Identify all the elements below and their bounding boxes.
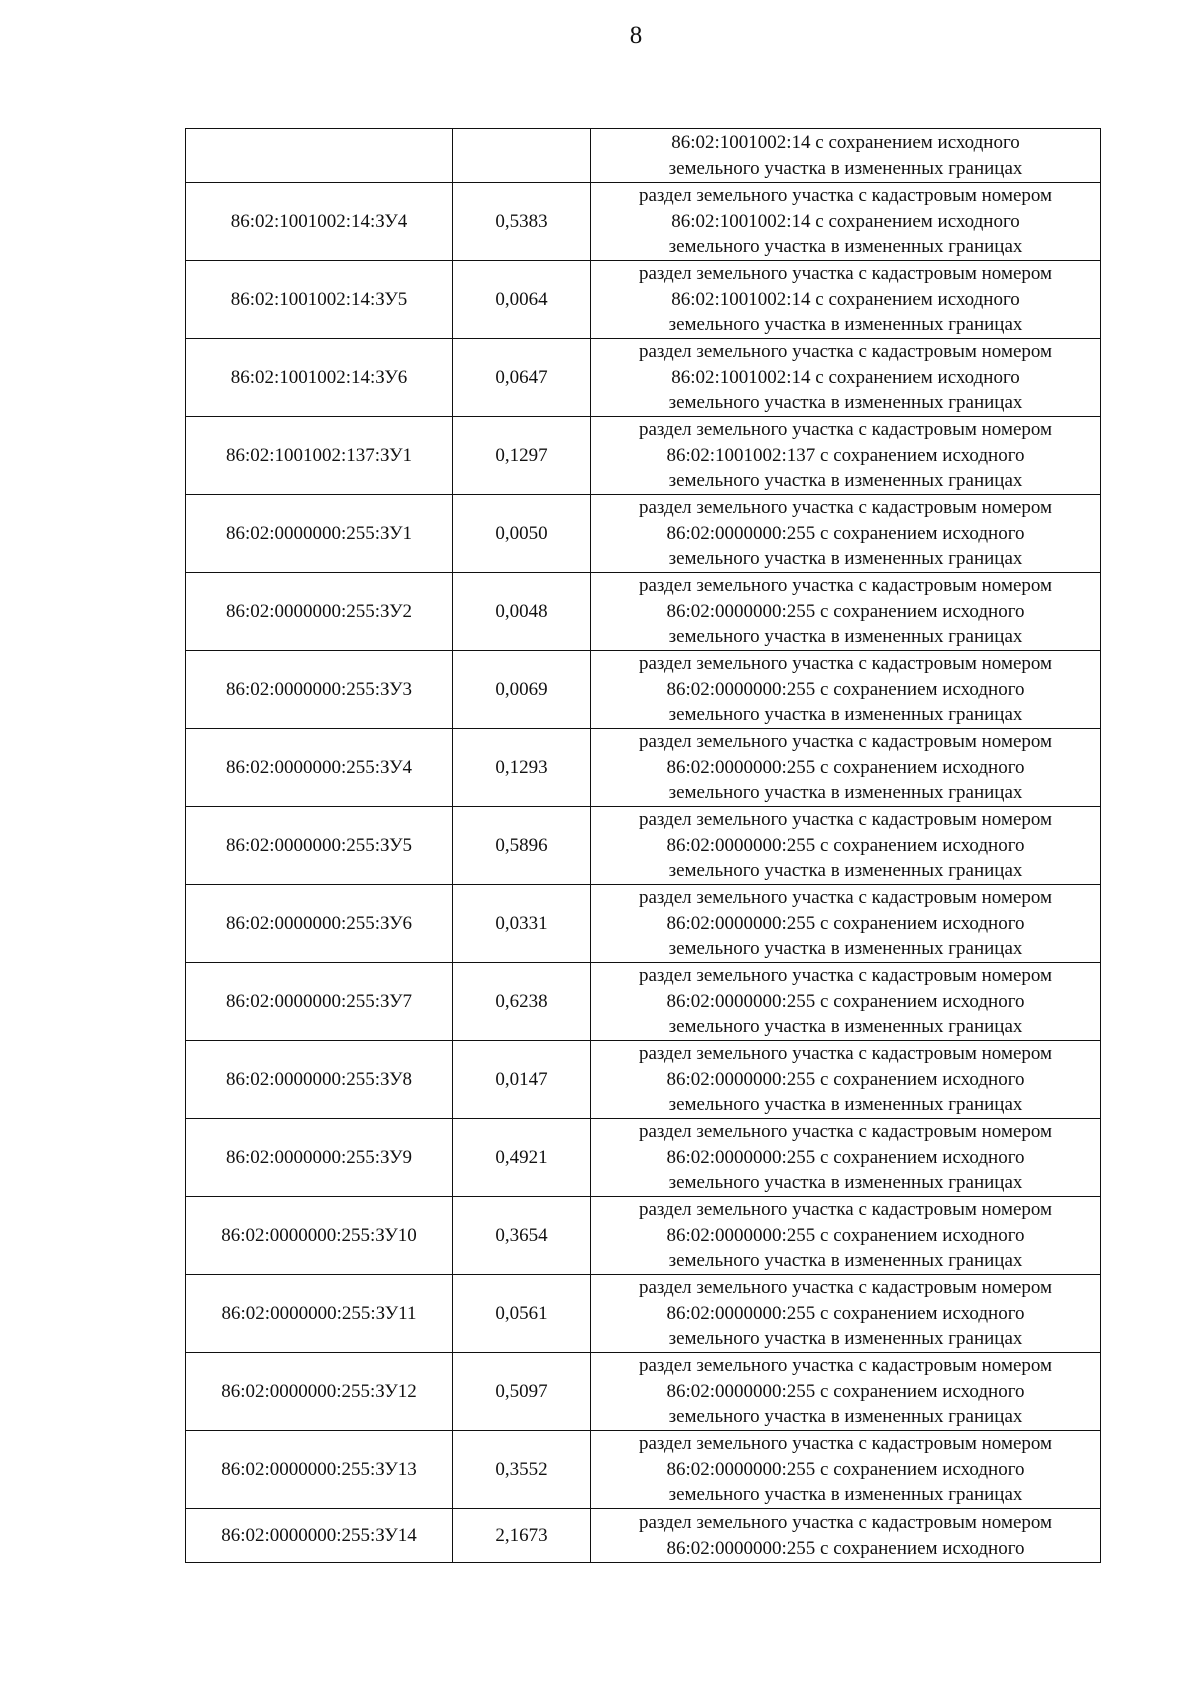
- description-line: земельного участка в измененных границах: [668, 548, 1023, 570]
- table-row: [186, 129, 1101, 183]
- parcel-description-cell: [591, 963, 1101, 1041]
- parcel-description-cell: [591, 495, 1101, 573]
- description-line: раздел земельного участка с кадастровым номером: [638, 1355, 1053, 1377]
- table-row: [186, 885, 1101, 963]
- parcel-area-cell: 0,5097: [453, 1353, 591, 1431]
- table-row: [186, 339, 1101, 417]
- table-row: [186, 495, 1101, 573]
- description-line: земельного участка в измененных границах: [668, 470, 1023, 492]
- parcel-description-cell: [591, 1197, 1101, 1275]
- description-line: раздел земельного участка с кадастровым номером: [638, 341, 1053, 363]
- parcel-description-cell: [591, 885, 1101, 963]
- parcel-number-cell: 86:02:0000000:255:ЗУ14: [186, 1509, 453, 1563]
- parcel-number-cell: 86:02:1001002:137:ЗУ1: [186, 417, 453, 495]
- parcel-area-cell: 0,6238: [453, 963, 591, 1041]
- parcel-area-cell: 2,1673: [453, 1509, 591, 1563]
- table-row: [186, 417, 1101, 495]
- parcel-area-cell: 0,1293: [453, 729, 591, 807]
- parcels-table: [185, 128, 1101, 1563]
- description-line: 86:02:1001002:14 с сохранением исходного: [671, 288, 1020, 310]
- parcel-area-cell: 0,0147: [453, 1041, 591, 1119]
- parcel-number-cell: 86:02:0000000:255:ЗУ6: [186, 885, 453, 963]
- parcel-area-cell: 0,0331: [453, 885, 591, 963]
- description-line: 86:02:0000000:255 с сохранением исходного: [666, 678, 1025, 700]
- description-line: земельного участка в измененных границах: [668, 1016, 1023, 1038]
- description-line: земельного участка в измененных границах: [668, 782, 1023, 804]
- parcel-number-cell: 86:02:0000000:255:ЗУ5: [186, 807, 453, 885]
- parcel-description-cell: [591, 1509, 1101, 1563]
- description-line: 86:02:1001002:14 с сохранением исходного: [671, 366, 1020, 388]
- description-line: земельного участка в измененных границах: [668, 938, 1023, 960]
- table-row: [186, 1197, 1101, 1275]
- description-line: 86:02:0000000:255 с сохранением исходного: [666, 912, 1025, 934]
- parcel-description-cell: [591, 417, 1101, 495]
- parcel-number-cell: 86:02:0000000:255:ЗУ2: [186, 573, 453, 651]
- description-line: 86:02:0000000:255 с сохранением исходного: [666, 1380, 1025, 1402]
- description-line: раздел земельного участка с кадастровым номером: [638, 653, 1053, 675]
- description-line: земельного участка в измененных границах: [668, 626, 1023, 648]
- description-line: земельного участка в измененных границах: [668, 860, 1023, 882]
- parcel-area-cell: 0,3654: [453, 1197, 591, 1275]
- description-line: раздел земельного участка с кадастровым номером: [638, 1043, 1053, 1065]
- description-line: 86:02:1001002:14 с сохранением исходного: [671, 132, 1020, 153]
- parcel-number-cell: 86:02:1001002:14:ЗУ5: [186, 261, 453, 339]
- description-line: земельного участка в измененных границах: [668, 236, 1023, 258]
- parcel-area-cell: 0,5383: [453, 183, 591, 261]
- parcel-number-cell: 86:02:0000000:255:ЗУ13: [186, 1431, 453, 1509]
- parcel-description-cell: [591, 1431, 1101, 1509]
- description-line: 86:02:0000000:255 с сохранением исходного: [666, 1224, 1025, 1246]
- parcel-number-cell: 86:02:0000000:255:ЗУ9: [186, 1119, 453, 1197]
- parcel-description-cell: [591, 1041, 1101, 1119]
- description-line: земельного участка в измененных границах: [668, 1172, 1023, 1194]
- parcel-number-cell: 86:02:1001002:14:ЗУ6: [186, 339, 453, 417]
- description-line: земельного участка в измененных границах: [668, 1250, 1023, 1272]
- description-line: раздел земельного участка с кадастровым номером: [638, 887, 1053, 909]
- description-line: 86:02:1001002:14 с сохранением исходного: [671, 210, 1020, 232]
- description-line: земельного участка в измененных границах: [668, 1484, 1023, 1506]
- description-line: 86:02:0000000:255 с сохранением исходного: [666, 1146, 1025, 1168]
- parcel-description-cell: [591, 1275, 1101, 1353]
- description-line: раздел земельного участка с кадастровым номером: [638, 965, 1053, 987]
- table-row: [186, 261, 1101, 339]
- parcel-number-cell: 86:02:0000000:255:ЗУ7: [186, 963, 453, 1041]
- description-line: раздел земельного участка с кадастровым номером: [638, 497, 1053, 519]
- table-row: [186, 1353, 1101, 1431]
- table-row: [186, 651, 1101, 729]
- parcel-number-cell: 86:02:0000000:255:ЗУ3: [186, 651, 453, 729]
- description-line: 86:02:0000000:255 с сохранением исходного: [666, 990, 1025, 1012]
- table-row: [186, 183, 1101, 261]
- description-line: земельного участка в измененных границах: [668, 1094, 1023, 1116]
- description-line: раздел земельного участка с кадастровым номером: [638, 575, 1053, 597]
- parcel-number-cell: [186, 129, 453, 183]
- parcel-area-cell: 0,0561: [453, 1275, 591, 1353]
- parcel-description-cell: [591, 807, 1101, 885]
- parcels-table-body: [186, 129, 1101, 1563]
- description-line: 86:02:0000000:255 с сохранением исходного: [666, 522, 1025, 544]
- description-line: земельного участка в измененных границах: [668, 1328, 1023, 1350]
- parcel-area-cell: 0,3552: [453, 1431, 591, 1509]
- table-row: [186, 807, 1101, 885]
- parcel-description-cell: [591, 261, 1101, 339]
- parcel-description-cell: [591, 129, 1101, 183]
- description-line: 86:02:0000000:255 с сохранением исходного: [666, 1068, 1025, 1090]
- table-row: [186, 1119, 1101, 1197]
- table-row: [186, 573, 1101, 651]
- parcel-description-cell: [591, 573, 1101, 651]
- parcel-area-cell: 0,0069: [453, 651, 591, 729]
- table-row: [186, 1431, 1101, 1509]
- description-line: раздел земельного участка с кадастровым номером: [638, 731, 1053, 753]
- description-line: раздел земельного участка с кадастровым номером: [638, 1277, 1053, 1299]
- parcel-area-cell: 0,0064: [453, 261, 591, 339]
- description-line: 86:02:0000000:255 с сохранением исходного: [666, 834, 1025, 856]
- description-line: 86:02:0000000:255 с сохранением исходного: [666, 1458, 1025, 1480]
- description-line: 86:02:0000000:255 с сохранением исходного: [666, 1537, 1025, 1559]
- description-line: раздел земельного участка с кадастровым номером: [638, 263, 1053, 285]
- description-line: земельного участка в измененных границах: [668, 392, 1023, 414]
- parcel-description-cell: [591, 651, 1101, 729]
- description-line: 86:02:0000000:255 с сохранением исходного: [666, 1302, 1025, 1324]
- description-line: раздел земельного участка с кадастровым номером: [638, 1121, 1053, 1143]
- parcel-description-cell: [591, 183, 1101, 261]
- description-line: земельного участка в измененных границах: [668, 1406, 1023, 1428]
- table-row: [186, 963, 1101, 1041]
- parcel-number-cell: 86:02:0000000:255:ЗУ12: [186, 1353, 453, 1431]
- description-line: 86:02:0000000:255 с сохранением исходного: [666, 756, 1025, 778]
- page-number: 8: [629, 22, 643, 49]
- description-line: раздел земельного участка с кадастровым номером: [638, 185, 1053, 207]
- table-row: [186, 1275, 1101, 1353]
- parcel-area-cell: 0,5896: [453, 807, 591, 885]
- parcel-number-cell: 86:02:0000000:255:ЗУ1: [186, 495, 453, 573]
- table-row: [186, 1509, 1101, 1563]
- parcel-number-cell: 86:02:0000000:255:ЗУ4: [186, 729, 453, 807]
- description-line: земельного участка в измененных границах: [668, 704, 1023, 726]
- parcel-area-cell: [453, 129, 591, 183]
- parcel-number-cell: 86:02:1001002:14:ЗУ4: [186, 183, 453, 261]
- description-line: 86:02:1001002:137 с сохранением исходного: [666, 444, 1025, 466]
- parcel-number-cell: 86:02:0000000:255:ЗУ11: [186, 1275, 453, 1353]
- parcel-description-cell: [591, 339, 1101, 417]
- description-line: раздел земельного участка с кадастровым номером: [638, 1199, 1053, 1221]
- parcel-number-cell: 86:02:0000000:255:ЗУ8: [186, 1041, 453, 1119]
- parcel-description-cell: [591, 729, 1101, 807]
- parcel-description-cell: [591, 1353, 1101, 1431]
- description-line: 86:02:0000000:255 с сохранением исходного: [666, 600, 1025, 622]
- description-line: раздел земельного участка с кадастровым номером: [638, 1512, 1053, 1533]
- description-line: земельного участка в измененных границах: [668, 157, 1023, 179]
- parcel-area-cell: 0,1297: [453, 417, 591, 495]
- description-line: земельного участка в измененных границах: [668, 314, 1023, 336]
- description-line: раздел земельного участка с кадастровым номером: [638, 1433, 1053, 1455]
- parcel-area-cell: 0,4921: [453, 1119, 591, 1197]
- parcel-area-cell: 0,0048: [453, 573, 591, 651]
- table-row: [186, 1041, 1101, 1119]
- parcel-description-cell: [591, 1119, 1101, 1197]
- parcel-area-cell: 0,0050: [453, 495, 591, 573]
- table-row: [186, 729, 1101, 807]
- description-line: раздел земельного участка с кадастровым номером: [638, 809, 1053, 831]
- description-line: раздел земельного участка с кадастровым номером: [638, 419, 1053, 441]
- parcel-area-cell: 0,0647: [453, 339, 591, 417]
- parcel-number-cell: 86:02:0000000:255:ЗУ10: [186, 1197, 453, 1275]
